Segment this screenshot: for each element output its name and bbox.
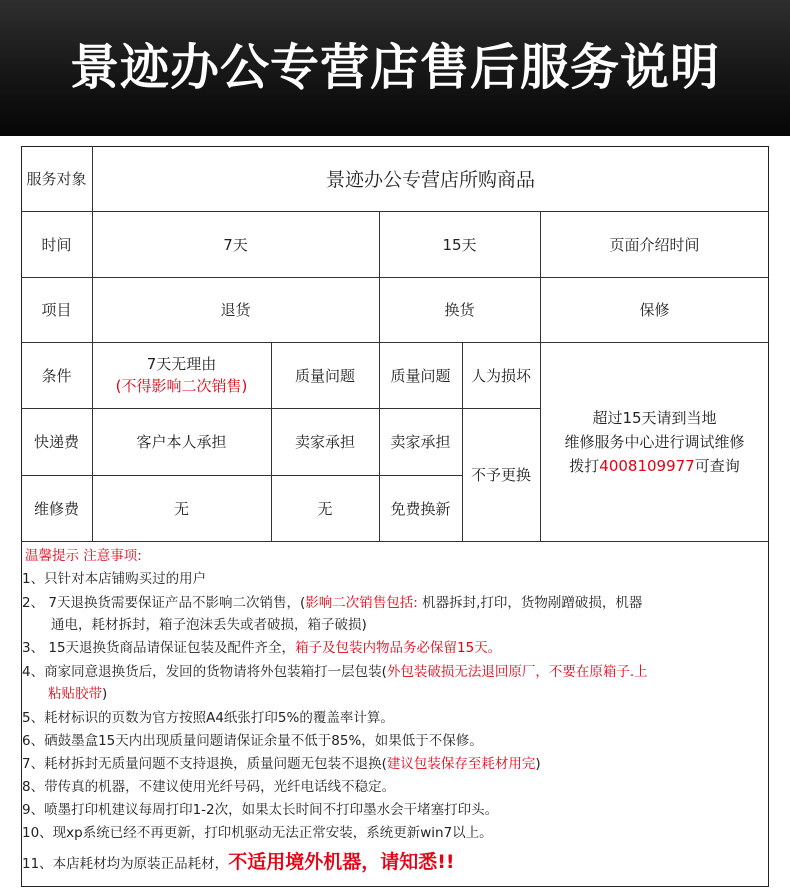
note-11	[22, 847, 455, 874]
service-value: 景迹办公专营店所购商品	[325, 169, 535, 191]
note-4-cont	[48, 682, 107, 702]
time-return: 7天	[223, 235, 248, 254]
repair-free-replace: 免费换新	[390, 499, 451, 518]
condition-no-reason-note: (不得影响二次销售)	[115, 377, 248, 395]
condition-quality-exchange: 质量问题	[390, 366, 451, 385]
note-2-text: 2、 7天退换货需要保证产品不影响二次销售，(	[22, 595, 306, 611]
repair-label: 维修费	[33, 499, 79, 518]
repair-none-exchange: 无	[317, 499, 333, 518]
note-10: 10、现xp系统已经不再更新，打印机驱动无法正常安装，系统更新win7以上。	[22, 825, 493, 841]
note-3-highlight: 箱子及包装内物品务必保留15天。	[295, 640, 502, 656]
warranty-phone: 4008109977	[599, 456, 695, 475]
note-7-highlight: 建议包装保存至耗材用完	[386, 756, 536, 772]
warranty-info	[540, 342, 769, 541]
warranty-line-3	[569, 454, 739, 478]
note-3	[22, 636, 501, 656]
time-exchange: 15天	[442, 235, 477, 254]
shipping-label: 快递费	[33, 433, 79, 451]
page-title: 景迹办公专营店售后服务说明	[69, 39, 720, 96]
shipping-seller-return: 卖家承担	[294, 433, 355, 451]
condition-label: 条件	[41, 366, 72, 385]
note-4	[22, 660, 648, 680]
item-warranty: 保修	[639, 301, 670, 319]
notes-title: 温馨提示 注意事项:	[25, 548, 142, 564]
note-4-highlight: 外包装破损无法退回原厂，不要在原箱子.上	[386, 664, 648, 680]
note-2-cont: 通电，耗材拆封，箱子泡沫丢失或者破损，箱子破损)	[51, 617, 367, 633]
condition-quality-return: 质量问题	[294, 366, 355, 385]
condition-no-reason-text: 7天无理由	[146, 355, 217, 373]
item-return: 退货	[220, 301, 251, 319]
time-label: 时间	[41, 235, 72, 254]
note-4-highlight-cont: 粘贴胶带	[48, 686, 102, 702]
item-exchange: 换货	[444, 301, 475, 319]
shipping-seller-exchange: 卖家承担	[390, 433, 451, 451]
no-exchange: 不予更换	[470, 466, 531, 484]
item-label: 项目	[41, 301, 72, 319]
note-7-close: )	[535, 756, 541, 772]
warranty-dial-text: 拨打	[569, 456, 600, 475]
shipping-customer: 客户本人承担	[136, 433, 227, 451]
row-divider	[21, 541, 769, 542]
time-warranty: 页面介绍时间	[609, 235, 700, 254]
note-2-text-b: 机器拆封,打印，货物剐蹭破损，机器	[417, 595, 643, 611]
note-1: 1、只针对本店铺购买过的用户	[22, 571, 207, 587]
warranty-line-1: 超过15天请到当地	[592, 408, 717, 427]
repair-none-return: 无	[173, 499, 189, 518]
note-5: 5、耗材标识的页数为官方按照A4纸张打印5%的覆盖率计算。	[22, 710, 394, 726]
note-9: 9、喷墨打印机建议每周打印1-2次，如果太长时间不打印墨水会干堵塞打印头。	[22, 802, 499, 818]
note-11-text: 11、本店耗材均为原装正品耗材，	[22, 856, 229, 872]
condition-human-damage: 人为损坏	[470, 366, 531, 385]
note-4-text: 4、商家同意退换货后，发回的货物请将外包装箱打一层包装(	[22, 664, 387, 680]
note-7-text: 7、耗材拆封无质量问题不支持退换，质量问题无包装不退换(	[22, 756, 387, 772]
warranty-query-text: 可查询	[694, 456, 740, 475]
service-label: 服务对象	[26, 170, 87, 188]
note-8: 8、带传真的机器，不建议使用光纤号码，光纤电话线不稳定。	[22, 779, 396, 795]
note-2	[22, 591, 642, 611]
condition-no-reason	[92, 342, 271, 408]
note-3-text: 3、 15天退换货商品请保证包装及配件齐全，	[22, 640, 296, 656]
note-2-highlight: 影响二次销售包括:	[305, 595, 418, 611]
note-11-highlight: 不适用境外机器，请知悉!!	[228, 851, 455, 873]
note-4-close: )	[102, 686, 108, 702]
note-7	[22, 752, 541, 772]
note-6: 6、硒鼓墨盒15天内出现质量问题请保证余量不低于85%，如果低于不保修。	[22, 733, 483, 749]
warranty-line-2: 维修服务中心进行调试维修	[564, 432, 745, 451]
